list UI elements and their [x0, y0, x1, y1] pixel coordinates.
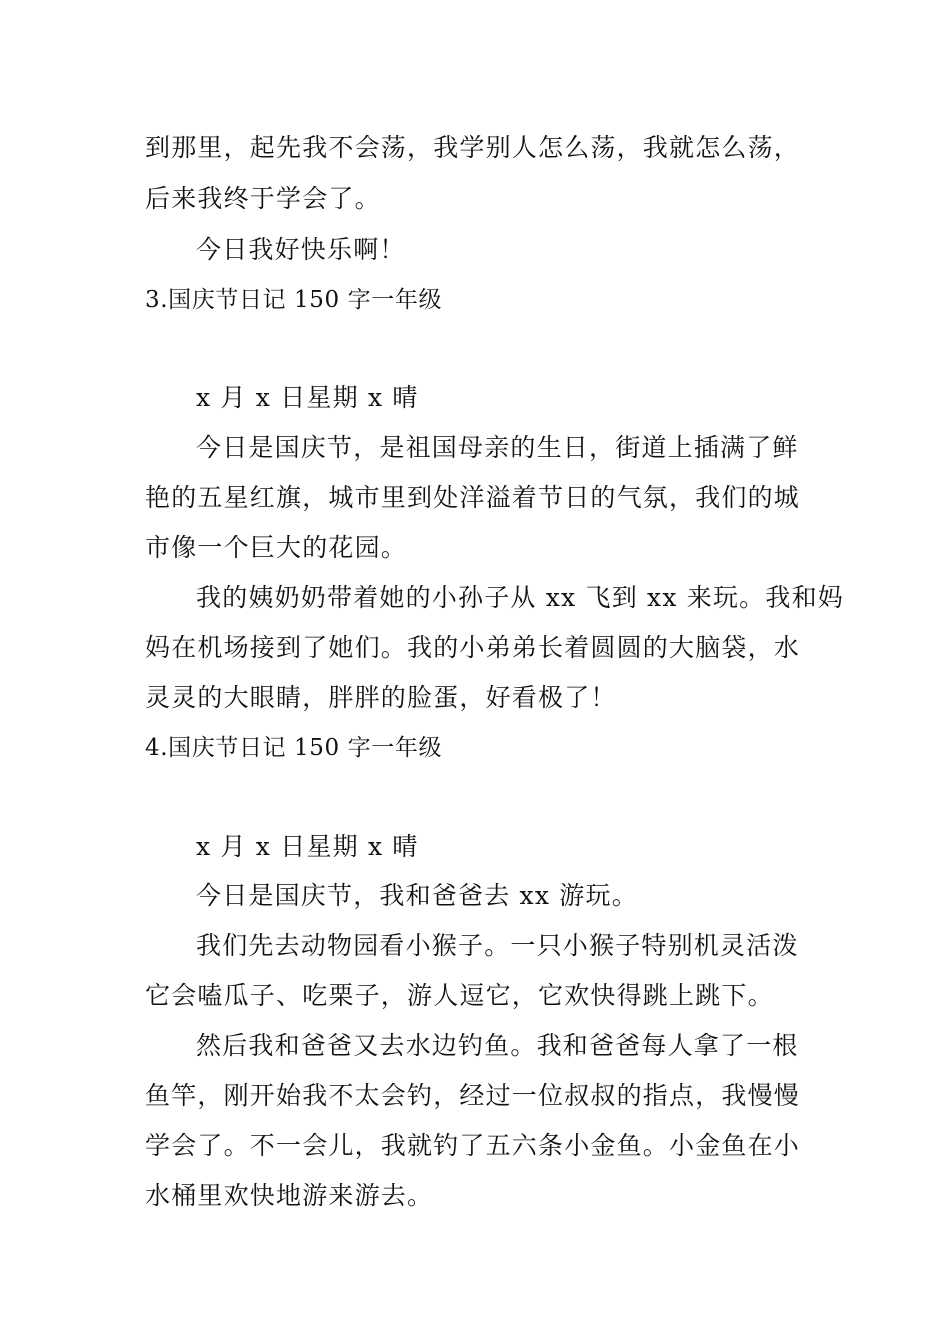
paragraph-line: 鱼竿，刚开始我不太会钓，经过一位叔叔的指点，我慢慢 [145, 1081, 801, 1110]
section-heading: 4.国庆节日记 150 字一年级 [145, 735, 443, 761]
paragraph-line: 我的姨奶奶带着她的小孙子从 xx 飞到 xx 来玩。我和妈 [196, 583, 844, 612]
paragraph-line: 灵灵的大眼睛，胖胖的脸蛋，好看极了！ [145, 683, 617, 712]
paragraph-line: 妈在机场接到了她们。我的小弟弟长着圆圆的大脑袋，水 [145, 633, 801, 662]
section-heading: 3.国庆节日记 150 字一年级 [145, 287, 443, 313]
paragraph-line: 到那里，起先我不会荡，我学别人怎么荡，我就怎么荡， [145, 133, 801, 162]
paragraph-line: 然后我和爸爸又去水边钓鱼。我和爸爸每人拿了一根 [196, 1031, 799, 1060]
paragraph-line: 学会了。不一会儿，我就钓了五六条小金鱼。小金鱼在小 [145, 1131, 801, 1160]
diary-date-line: x 月 x 日星期 x 晴 [196, 383, 419, 412]
paragraph-line: 水桶里欢快地游来游去。 [145, 1181, 434, 1210]
diary-date-line: x 月 x 日星期 x 晴 [196, 832, 419, 861]
paragraph-line: 市像一个巨大的花园。 [145, 533, 408, 562]
paragraph-line: 我们先去动物园看小猴子。一只小猴子特别机灵活泼 [196, 931, 799, 960]
paragraph-line: 今日是国庆节，我和爸爸去 xx 游玩。 [196, 881, 638, 910]
paragraph-line: 艳的五星红旗，城市里到处洋溢着节日的气氛，我们的城 [145, 483, 801, 512]
paragraph-line: 后来我终于学会了。 [145, 184, 381, 213]
paragraph-line: 今日我好快乐啊！ [196, 235, 406, 264]
paragraph-line: 它会嗑瓜子、吃栗子，游人逗它，它欢快得跳上跳下。 [145, 981, 774, 1010]
paragraph-line: 今日是国庆节，是祖国母亲的生日，街道上插满了鲜 [196, 433, 799, 462]
